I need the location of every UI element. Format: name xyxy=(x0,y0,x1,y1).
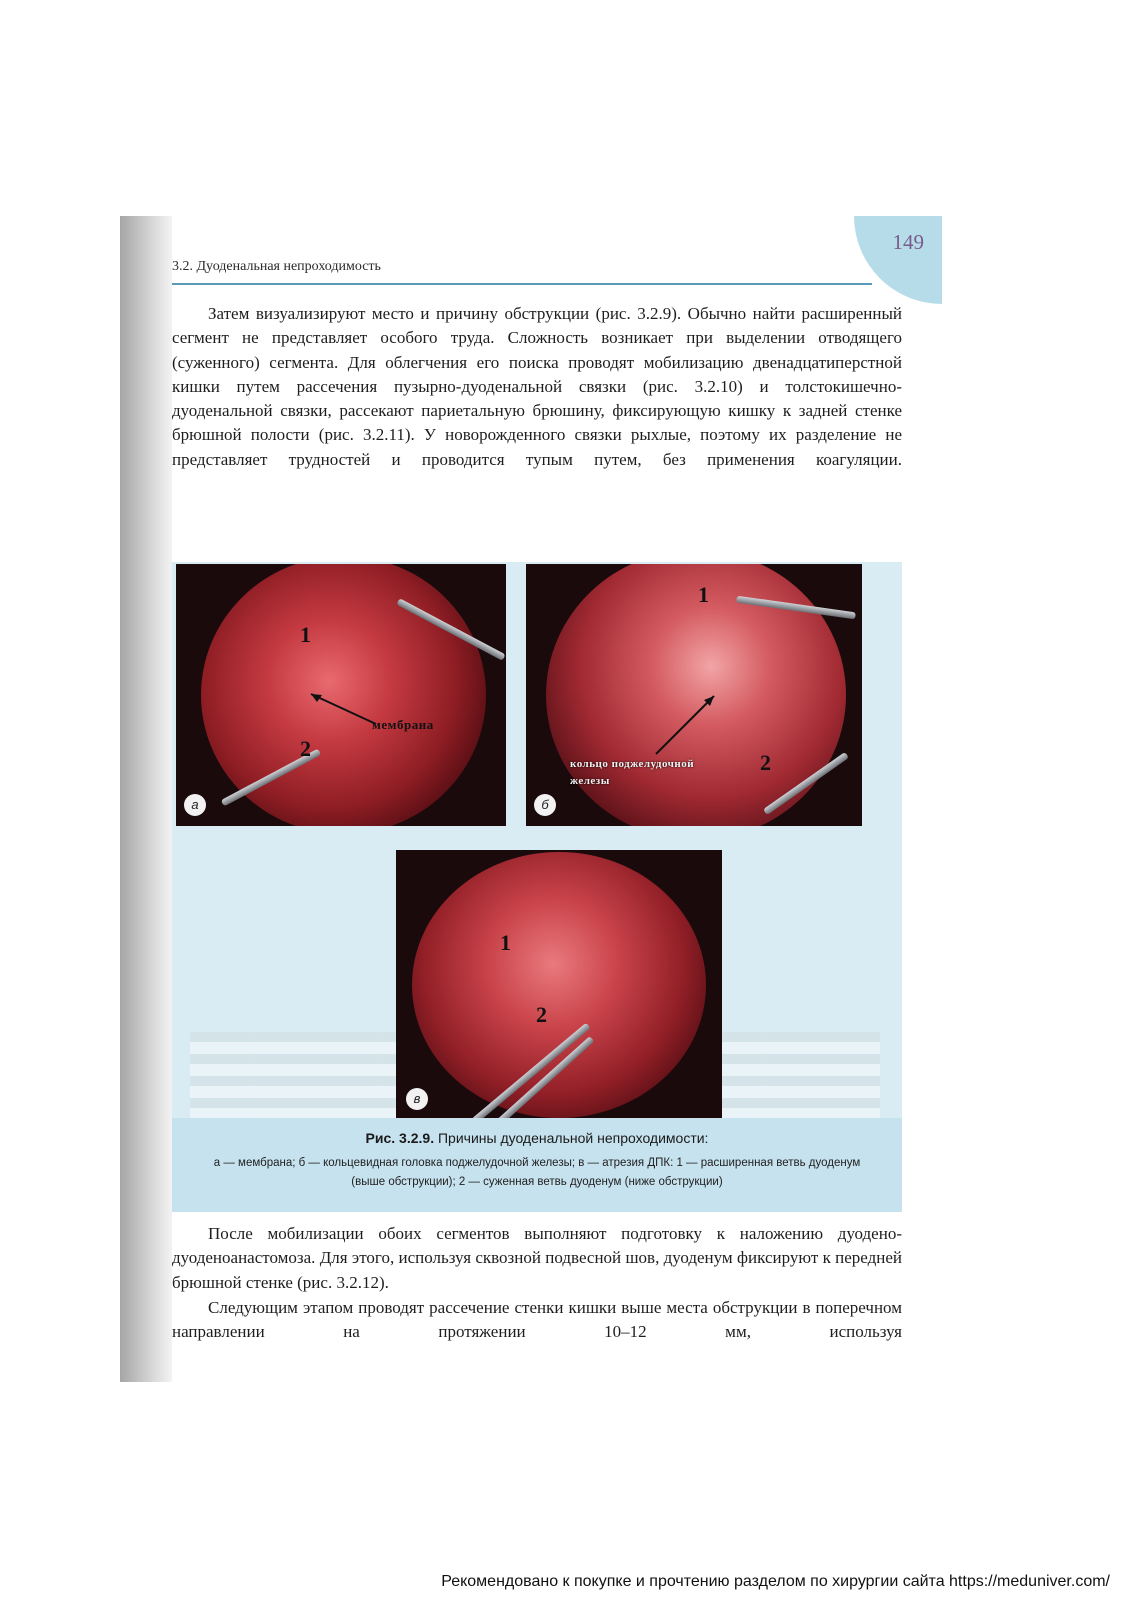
header-rule xyxy=(172,283,872,285)
paragraph-2: После мобилизации обоих сегментов выполняют подготовку к наложению дуодено-дуоденоанастомоза. Для этого, используя сквозной подвесной шов, дуоденум фиксируют к передней брюшной стенке (рис. 3.2.12). xyxy=(172,1224,902,1292)
marker-1: 1 xyxy=(698,582,709,607)
caption-title-text: Причины дуоденальной непроходимости: xyxy=(437,1130,709,1146)
page-spine-shadow xyxy=(120,216,172,1382)
caption-number: Рис. 3.2.9. xyxy=(365,1130,435,1146)
marker-2: 2 xyxy=(760,750,771,775)
panel-letter-c: в xyxy=(406,1088,428,1110)
footer-recommendation: Рекомендовано к покупке и прочтению разделом по хирургии сайта https://meduniver.com/ xyxy=(441,1573,1110,1590)
pancreatic-ring-label: кольцо поджелудочной железы xyxy=(570,758,695,787)
membrane-label: мембрана xyxy=(372,717,434,732)
marker-2: 2 xyxy=(300,736,311,761)
paragraph-1: Затем визуализируют место и причину обструкции (рис. 3.2.9). Обычно найти расширенный сегмент не представляет особого труда. Сложность возникает при выделении отводящего (суженного) сегмента. Для облегчения его поиска проводят мобилизацию двенадцатиперстной кишки путем рассечения пузырно-дуоденальной связки (рис. 3.2.10) и толстокишечно-дуоденальной связки, рассекают париетальную брюшину, фиксирующую кишку к задней стенке брюшной полости (рис. 3.2.11). У новорожденного связки рыхлые, поэтому их разделение не представляет трудностей и проводится тупым путем, без применения коагуляции. xyxy=(172,304,902,469)
paragraph-3: Следующим этапом проводят рассечение стенки кишки выше места обструкции в поперечном направлении на протяжении 10–12 мм, используя xyxy=(172,1298,902,1342)
page-corner-tab xyxy=(854,216,942,304)
marker-1: 1 xyxy=(500,930,511,955)
marker-1: 1 xyxy=(300,622,311,647)
photo-panel-a xyxy=(176,564,506,826)
panel-letter-a: а xyxy=(184,794,206,816)
book-page xyxy=(120,216,942,1382)
running-head: 3.2. Дуоденальная непроходимость xyxy=(172,259,381,274)
marker-2: 2 xyxy=(536,1002,547,1027)
endoscopic-view-c xyxy=(412,852,706,1118)
photo-panel-c xyxy=(396,850,722,1122)
figure-caption xyxy=(172,1118,902,1212)
pointer-arrow xyxy=(176,564,506,826)
figure-3-2-9 xyxy=(172,562,902,1212)
caption-title xyxy=(172,1130,902,1146)
panel-letter-b: б xyxy=(534,794,556,816)
photo-panel-b xyxy=(526,564,862,826)
caption-body: а — мембрана; б — кольцевидная головка поджелудочной железы; в — атрезия ДПК: 1 — расширенная ветвь дуоденум (выше обструкции); 2 — суженная ветвь дуоденум (ниже обструкции) xyxy=(213,1157,861,1188)
page-number: 149 xyxy=(892,230,924,254)
